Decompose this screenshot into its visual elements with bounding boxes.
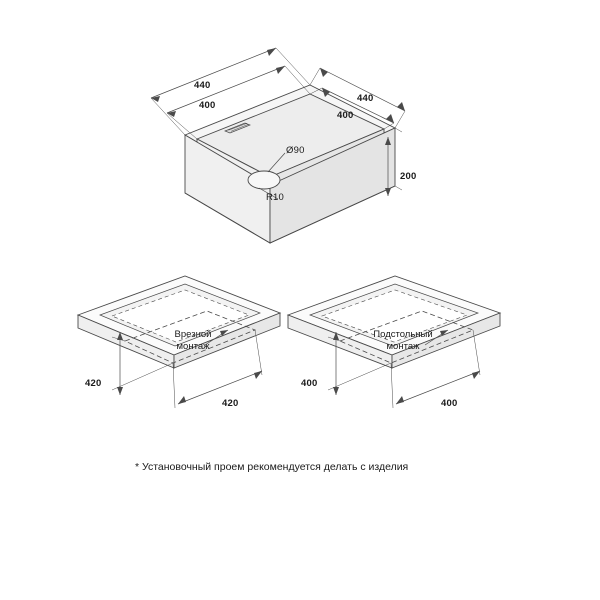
undermount-label-line2: монтаж	[386, 341, 420, 352]
flush-mount-label	[148, 329, 238, 353]
flush-mount-label-line2: монтаж	[176, 341, 210, 352]
label-top-outer-depth: 440	[357, 93, 374, 104]
label-bowl-depth: 200	[400, 171, 417, 182]
label-under-vertical: 400	[301, 378, 318, 389]
label-top-inner-width: 400	[199, 100, 216, 111]
label-top-inner-depth: 400	[337, 110, 354, 121]
label-flush-horizontal: 420	[222, 398, 239, 409]
label-top-outer-width: 440	[194, 80, 211, 91]
installation-note: * Установочный проем рекомендуется делать с изделия	[135, 461, 409, 473]
label-corner-radius: R10	[266, 192, 285, 203]
label-under-horizontal: 400	[441, 398, 458, 409]
sink-isometric-view	[151, 48, 405, 243]
label-drain-diameter: Ø90	[286, 145, 305, 156]
label-flush-vertical: 420	[85, 378, 102, 389]
flush-mount-label-line1: Врезной	[174, 329, 212, 340]
drain-hole	[248, 171, 280, 189]
undermount-label	[353, 329, 453, 353]
undermount-label-line1: Подстольный	[373, 329, 433, 340]
